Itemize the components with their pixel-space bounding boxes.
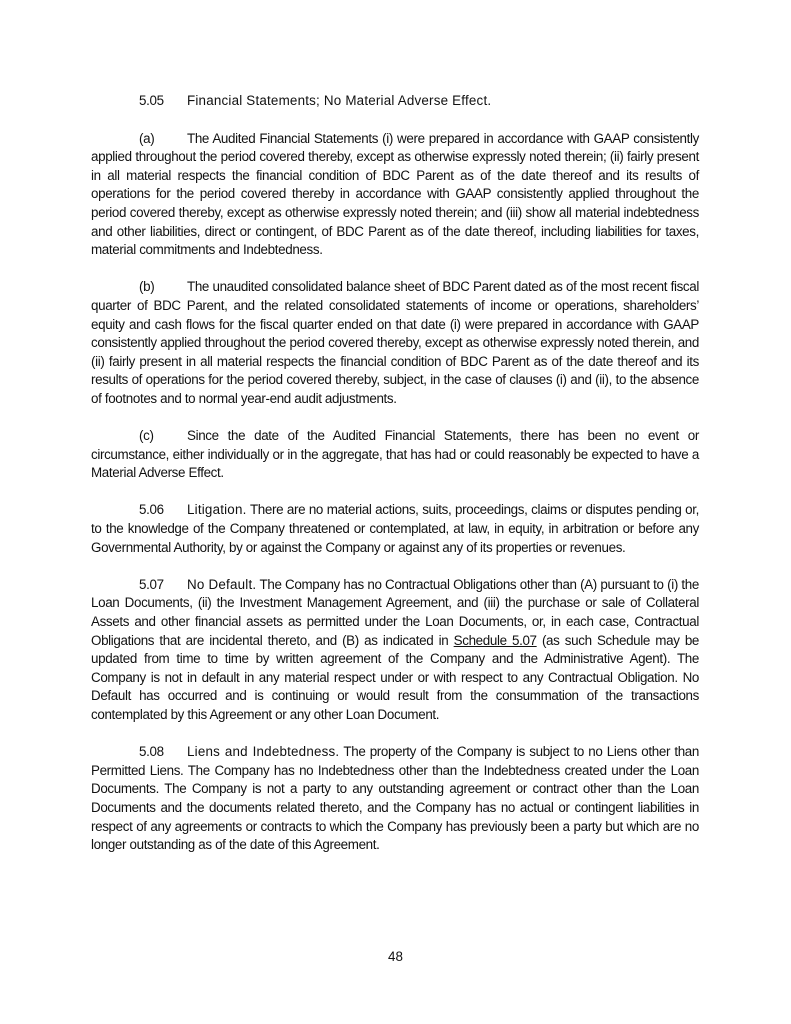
section-number: 5.07 xyxy=(139,576,164,592)
section-5-05-a xyxy=(91,130,699,260)
clause-text: The Audited Financial Statements (i) were prepared in accordance with GAAP consistently applied throughout the period covered thereby, except as otherwise expressly noted therein; (ii) fairly present in all material respects the financial condition of BDC Parent as of the date thereof and its results of operations for the period covered thereby in accordance with GAAP consistently applied throughout the period covered thereby, except as otherwise expressly noted therein; and (iii) show all material indebtedness and other liabilities, direct or contingent, of BDC Parent as of the date thereof, including liabilities for taxes, material commitments and Indebtedness. xyxy=(91,130,699,258)
clause-text: The unaudited consolidated balance sheet of BDC Parent dated as of the most recent fiscal quarter of BDC Parent, and the related consolidated statements of income or operations, shareholders’ equity and cash flows for the fiscal quarter ended on that date (i) were prepared in accordance with GAAP consistently applied throughout the period covered thereby, except as otherwise expressly noted therein, and (ii) fairly present in all material respects the financial condition of BDC Parent as of the date thereof and its results of operations for the period covered thereby, subject, in the case of clauses (i) and (ii), to the absence of footnotes and to normal year-end audit adjustments. xyxy=(91,279,699,406)
section-title: Litigation. xyxy=(187,502,247,518)
page-number: 48 xyxy=(388,949,403,964)
section-5-05-b xyxy=(91,278,699,408)
section-text-after: (as such Schedule may be updated from time to time by written agreement of the Company and the Administrative Agent). The Company is not in default in any material respect under or with respect to any Contractual Obligation. No Default has occurred and is continuing or would result from the consummation of the transactions contemplated by this Agreement or any other Loan Document. xyxy=(91,632,700,722)
schedule-reference: Schedule 5.07 xyxy=(453,632,537,648)
section-5-06 xyxy=(91,501,699,557)
section-title: No Default. xyxy=(187,576,257,592)
section-5-07 xyxy=(91,576,699,725)
section-text: The property of the Company is subject to no Liens other than Permitted Liens. The Company has no Indebtedness other than the Indebtedness created under the Loan Documents. The Company is not a party to any outstanding agreement or contract other than the Loan Documents and the documents related thereto, and the Company has no actual or contingent liabilities in respect of any agreements or contracts to which the Company has previously been a party but which are no longer outstanding as of the date of this Agreement. xyxy=(91,744,699,853)
section-number: 5.05 xyxy=(139,93,164,108)
section-title: Liens and Indebtedness. xyxy=(187,744,340,760)
clause-label: (c) xyxy=(139,428,154,444)
clause-label: (b) xyxy=(139,279,155,295)
section-number: 5.08 xyxy=(139,744,164,760)
clause-text: Since the date of the Audited Financial Statements, there has been no event or circumstance, either individually or in the aggregate, that has had or could reasonably be expected to have a Material Adverse Effect. xyxy=(91,428,699,481)
section-title: Financial Statements; No Material Adverse Effect. xyxy=(187,93,492,108)
section-5-05-heading xyxy=(91,92,699,111)
document-page xyxy=(91,92,699,873)
section-5-08 xyxy=(91,743,699,855)
section-text-before: The Company has no Contractual Obligations other than (A) pursuant to (i) the Loan Documents, (ii) the Investment Management Agreement, and (iii) the purchase or sale of Collateral Assets and other financial assets as permitted under the Loan Documents, or, in each case, Contractual Obligations that are incidental thereto, and (B) as indicated in xyxy=(91,576,699,648)
section-text: There are no material actions, suits, proceedings, claims or disputes pending or, to the knowledge of the Company threatened or contemplated, at law, in equity, in arbitration or before any Governmental Authority, by or against the Company or against any of its properties or revenues. xyxy=(91,502,699,555)
section-number: 5.06 xyxy=(139,502,164,518)
clause-label: (a) xyxy=(139,130,155,146)
section-5-05-c xyxy=(91,427,699,483)
